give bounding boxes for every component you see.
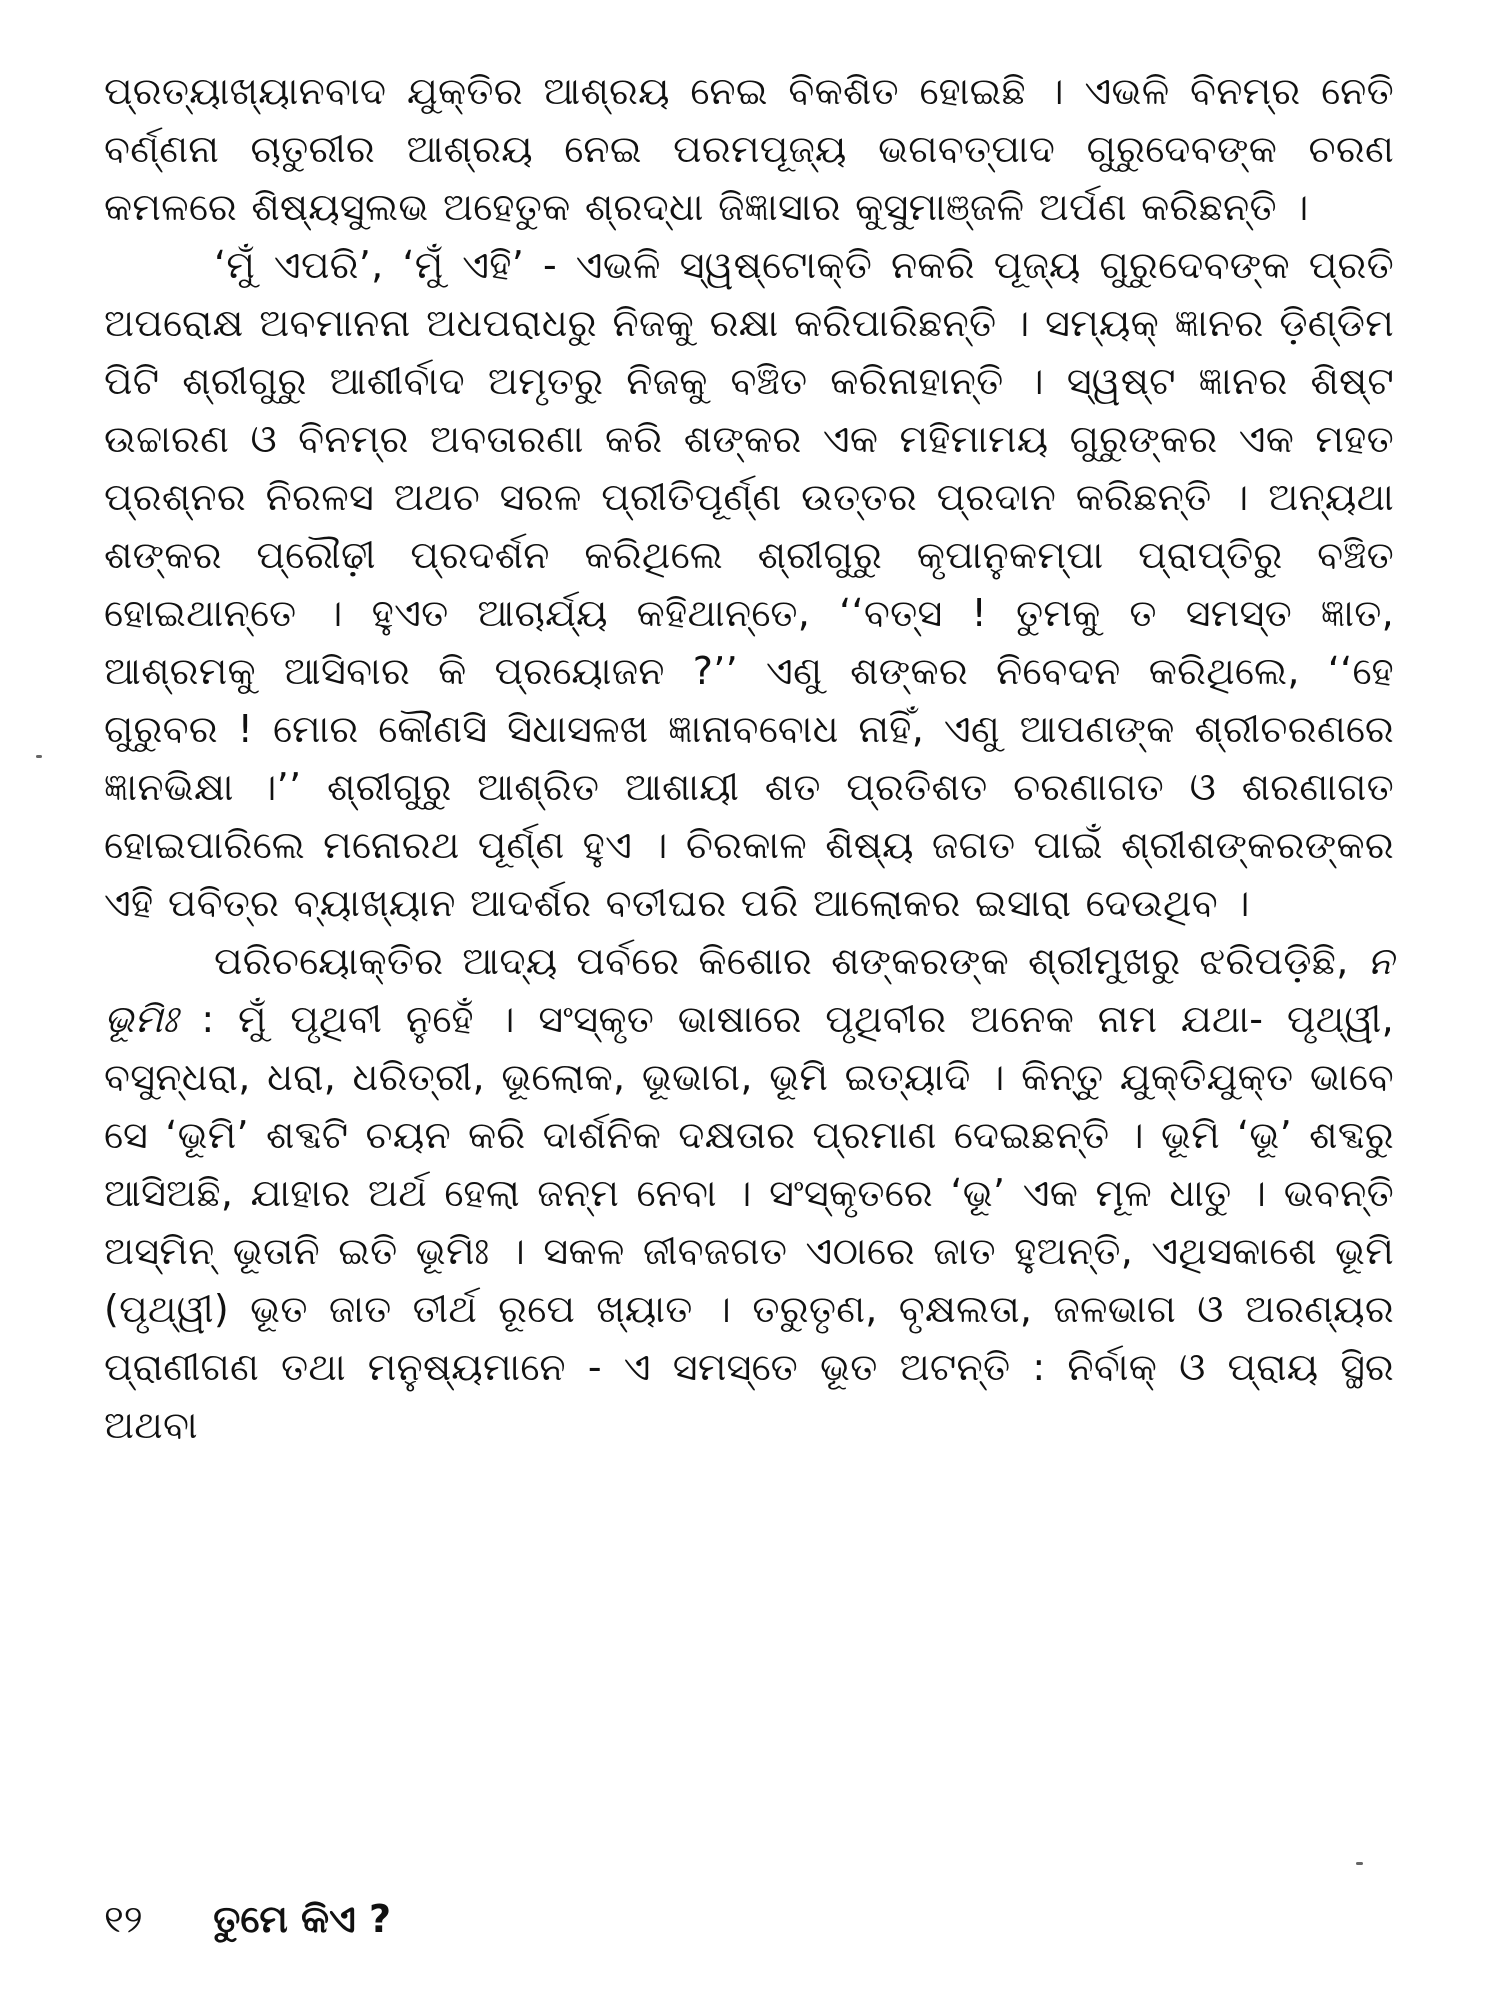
scan-speck [36, 755, 42, 758]
sanskrit-quote: ନ ଭୂମିଃ [104, 939, 1394, 1041]
paragraph-3-intro: ପରିଚୟୋକ୍ତିର ଆଦ୍ୟ ପର୍ବରେ କିଶୋର ଶଙ୍କରଙ୍କ ଶ୍ରୀମୁଖରୁ ଝରିପଡ଼ିଛି, [214, 939, 1349, 983]
paragraph-1: ପ୍ରତ୍ୟାଖ୍ୟାନବାଦ ଯୁକ୍ତିର ଆଶ୍ରୟ ନେଇ ବିକଶିତ ହୋଇଛି । ଏଭଳି ବିନମ୍ର ନେତି ବର୍ଣ୍ଣନା ଚାତୁରୀର ଆଶ୍ରୟ ନେଇ ପରମପୂଜ୍ୟ ଭଗବତ୍‌ପାଦ ଗୁରୁଦେବଙ୍କ ଚରଣ କମଳରେ ଶିଷ୍ୟସୁଲଭ ଅହେତୁକ ଶ୍ରଦ୍ଧା ଜିଜ୍ଞାସାର କୁସୁମାଞ୍ଜଳି ଅର୍ପଣ କରିଛନ୍ତି । [104, 69, 1394, 229]
paragraph-3-rest: : ମୁଁ ପୃଥିବୀ ନୁହେଁ । ସଂସ୍କୃତ ଭାଷାରେ ପୃଥିବୀର ଅନେକ ନାମ ଯଥା- ପୃଥ୍ୱୀ, ବସୁନ୍ଧରା, ଧରା, ଧରିତ୍ରୀ, ଭୂଲୋକ, ଭୂଭାଗ, ଭୂମି ଇତ୍ୟାଦି । କିନ୍ତୁ ଯୁକ୍ତିଯୁକ୍ତ ଭାବେ ସେ ‘ଭୂମି’ ଶବ୍ଦଟି ଚୟନ କରି ଦାର୍ଶନିକ ଦକ୍ଷତାର ପ୍ରମାଣ ଦେଇଛନ୍ତି । ଭୂମି ‘ଭୂ’ ଶବ୍ଦରୁ ଆସିଅଛି, ଯାହାର ଅର୍ଥ ହେଲା ଜନ୍ମ ନେବା । ସଂସ୍କୃତରେ ‘ଭୂ’ ଏକ ମୂଳ ଧାତୁ । ଭବନ୍ତି ଅସ୍ମିନ୍ ଭୂତାନି ଇତି ଭୂମିଃ । ସକଳ ଜୀବଜଗତ ଏଠାରେ ଜାତ ହୁଅନ୍ତି, ଏଥିସକାଶେ ଭୂମି (ପୃଥ୍ୱୀ) ଭୂତ ଜାତ ତୀର୍ଥ ରୂପେ ଖ୍ୟାତ । ତରୁତୃଣ, ବୃକ୍ଷଲତା, ଜଳଭାଗ ଓ ଅରଣ୍ୟର ପ୍ରାଣୀଗଣ ତଥା ମନୁଷ୍ୟମାନେ - ଏ ସମସ୍ତେ ଭୂତ ଅଟନ୍ତି : ନିର୍ବାକ୍ ଓ ପ୍ରାୟ ସ୍ଥିର ଅଥବା [104, 997, 1394, 1447]
book-title: ତୁମେ କିଏ ? [213, 1897, 392, 1941]
paragraph-3 [104, 932, 1394, 1454]
scan-speck [1356, 1862, 1363, 1865]
body-text [104, 62, 1394, 1454]
page-footer [104, 1895, 391, 1943]
paragraph-2: ‘ମୁଁ ଏପରି’, ‘ମୁଁ ଏହି’ - ଏଭଳି ସ୍ୱଷ୍ଟୋକ୍ତି ନକରି ପୂଜ୍ୟ ଗୁରୁଦେବଙ୍କ ପ୍ରତି ଅପରୋକ୍ଷ ଅବମାନନା ଅଧପରାଧରୁ ନିଜକୁ ରକ୍ଷା କରିପାରିଛନ୍ତି । ସମ୍ୟକ୍ ଜ୍ଞାନର ଡ଼ିଣ୍ଡିମ ପିଟି ଶ୍ରୀଗୁରୁ ଆଶୀର୍ବାଦ ଅମୃତରୁ ନିଜକୁ ବଞ୍ଚିତ କରିନାହାନ୍ତି । ସ୍ୱଷ୍ଟ ଜ୍ଞାନର ଶିଷ୍ଟ ଉଚ୍ଚାରଣ ଓ ବିନମ୍ର ଅବତାରଣା କରି ଶଙ୍କର ଏକ ମହିମାମୟ ଗୁରୁଙ୍କର ଏକ ମହତ ପ୍ରଶ୍ନର ନିରଳସ ଅଥଚ ସରଳ ପ୍ରୀତିପୂର୍ଣ୍ଣ ଉତ୍ତର ପ୍ରଦାନ କରିଛନ୍ତି । ଅନ୍ୟଥା ଶଙ୍କର ପ୍ରୌଢ଼ୀ ପ୍ରଦର୍ଶନ କରିଥିଲେ ଶ୍ରୀଗୁରୁ କୃପାନୁକମ୍ପା ପ୍ରାପ୍ତିରୁ ବଞ୍ଚିତ ହୋଇଥାନ୍ତେ । ହୁଏତ ଆଚାର୍ଯ୍ୟ କହିଥାନ୍ତେ, ‘‘ବତ୍ସ ! ତୁମକୁ ତ ସମସ୍ତ ଜ୍ଞାତ, ଆଶ୍ରମକୁ ଆସିବାର କି ପ୍ରୟୋଜନ ?’’ ଏଣୁ ଶଙ୍କର ନିବେଦନ କରିଥିଲେ, ‘‘ହେ ଗୁରୁବର ! ମୋର କୌଣସି ସିଧାସଳଖ ଜ୍ଞାନାବବୋଧ ନାହିଁ, ଏଣୁ ଆପଣଙ୍କ ଶ୍ରୀଚରଣରେ ଜ୍ଞାନଭିକ୍ଷା ।’’ ଶ୍ରୀଗୁରୁ ଆଶ୍ରିତ ଆଶାୟୀ ଶତ ପ୍ରତିଶତ ଚରଣାଗତ ଓ ଶରଣାଗତ ହୋଇପାରିଲେ ମନୋରଥ ପୂର୍ଣ୍ଣ ହୁଏ । ଚିରକାଳ ଶିଷ୍ୟ ଜଗତ ପାଇଁ ଶ୍ରୀଶଙ୍କରଙ୍କର ଏହି ପବିତ୍ର ବ୍ୟାଖ୍ୟାନ ଆଦର୍ଶର ବତୀଘର ପରି ଆଲୋକର ଇସାରା ଦେଉଥିବ । [104, 243, 1394, 925]
page-number: ୧୨ [104, 1897, 143, 1941]
